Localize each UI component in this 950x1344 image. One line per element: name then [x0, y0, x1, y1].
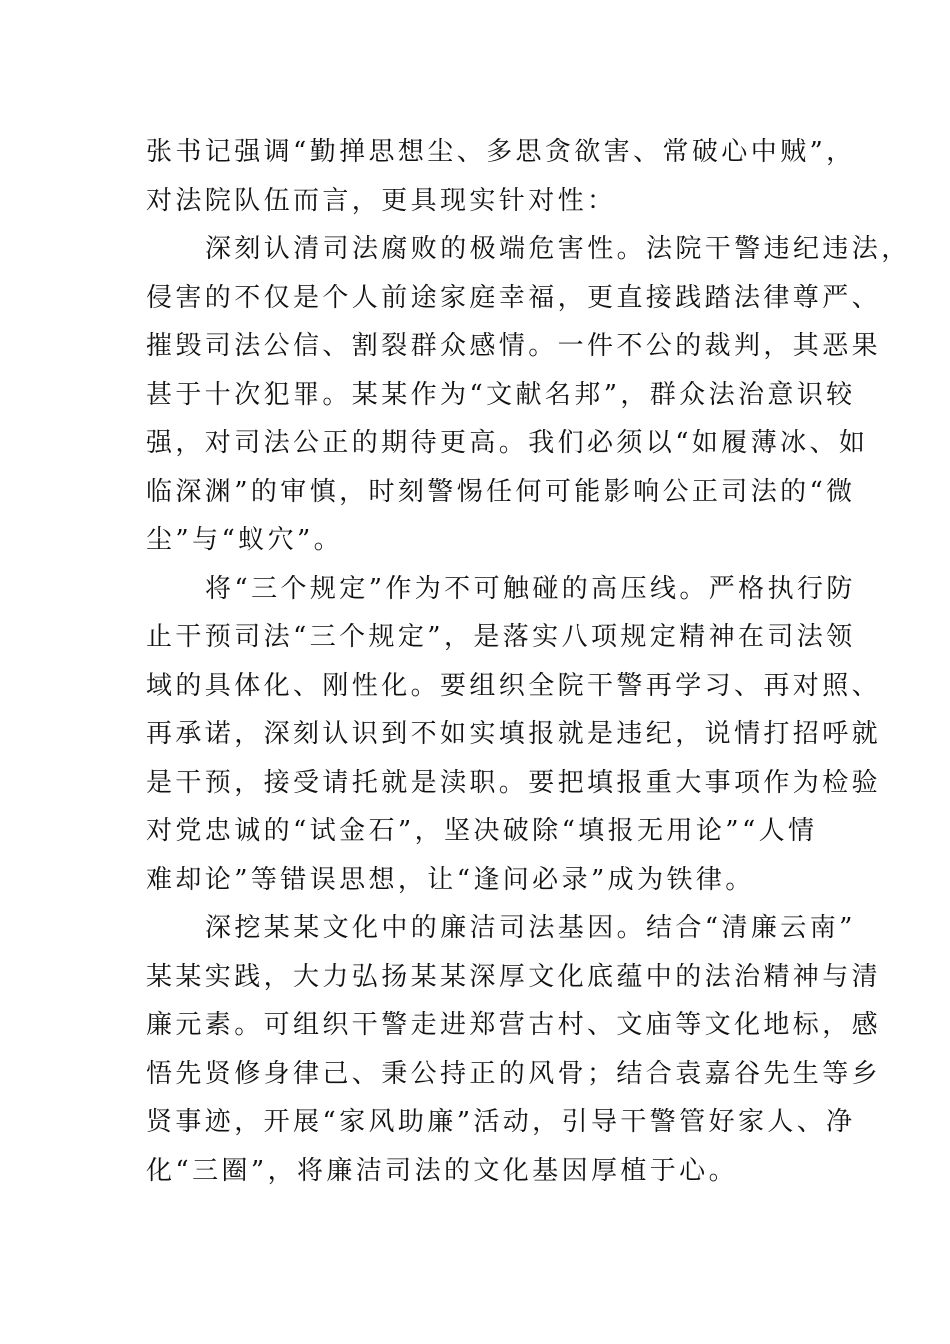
text-line: 摧毁司法公信、割裂群众感情。一件不公的裁判，其恶果: [146, 331, 882, 361]
text-line: 甚于十次犯罪。某某作为“文献名邦”，群众法治意识较: [146, 379, 856, 410]
paragraph-3: [146, 565, 882, 905]
text-line: 是干预，接受请托就是渎职。要把填报重大事项作为检验: [146, 767, 882, 798]
text-line: 难却论”等错误思想，让“逢问必录”成为铁律。: [146, 864, 755, 895]
text-line: 对法院队伍而言，更具现实针对性：: [146, 185, 617, 216]
document-body: [146, 128, 911, 1195]
text-line: 侵害的不仅是个人前途家庭幸福，更直接践踏法律尊严、: [146, 282, 882, 313]
text-line: 尘”与“蚁穴”。: [146, 525, 344, 555]
text-line: 悟先贤修身律己、秉公持正的风骨；结合袁嘉谷先生等乡: [146, 1058, 882, 1089]
text-line: 再承诺，深刻认识到不如实填报就是违纪，说情打招呼就: [146, 719, 882, 749]
text-line: 止干预司法“三个规定”，是落实八项规定精神在司法领: [146, 622, 856, 652]
paragraph-4: [146, 904, 882, 1195]
paragraph-2: [146, 225, 911, 565]
text-line: 某某实践，大力弘扬某某深厚文化底蕴中的法治精神与清: [146, 961, 882, 992]
text-line: 化“三圈”，将廉洁司法的文化基因厚植于心。: [146, 1155, 738, 1186]
text-line: 将“三个规定”作为不可触碰的高压线。严格执行防: [205, 573, 856, 604]
text-line: 张书记强调“勤掸思想尘、多思贪欲害、常破心中贼”，: [146, 137, 856, 167]
paragraph-1: [146, 128, 856, 225]
text-line: 域的具体化、刚性化。要组织全院干警再学习、再对照、: [146, 670, 882, 701]
text-line: 临深渊”的审慎，时刻警惕任何可能影响公正司法的“微: [146, 476, 856, 507]
text-line: 贤事迹，开展“家风助廉”活动，引导干警管好家人、净: [146, 1107, 856, 1137]
text-line: 深刻认清司法腐败的极端危害性。法院干警违纪违法，: [205, 234, 911, 264]
text-line: 廉元素。可组织干警走进郑营古村、文庙等文化地标，感: [146, 1010, 882, 1040]
text-line: 对党忠诚的“试金石”，坚决破除“填报无用论”“人情: [146, 816, 818, 846]
text-line: 深挖某某文化中的廉洁司法基因。结合“清廉云南”: [205, 913, 856, 943]
text-line: 强，对司法公正的期待更高。我们必须以“如履薄冰、如: [146, 428, 869, 458]
